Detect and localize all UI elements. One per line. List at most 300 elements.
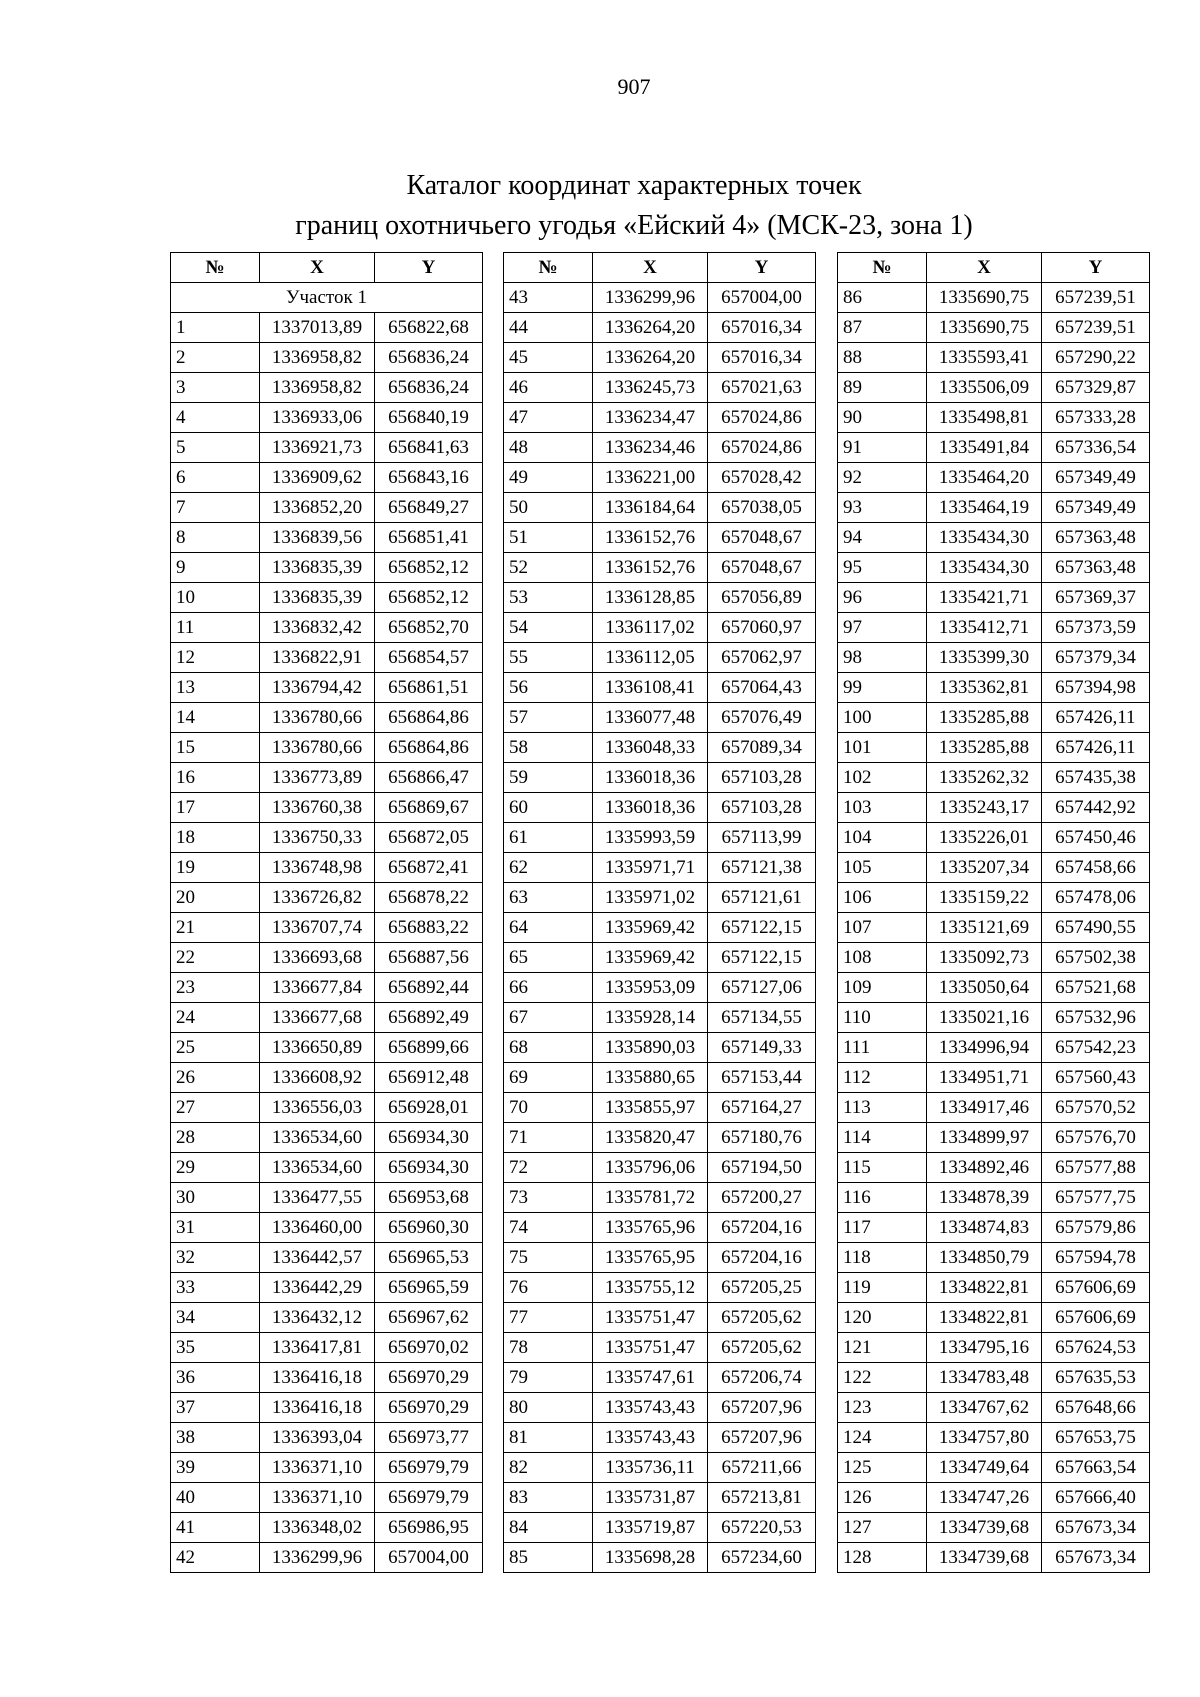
x-coordinate-cell: 1336416,18: [260, 1363, 375, 1393]
y-coordinate-cell: 657127,06: [708, 973, 816, 1003]
table-row: [838, 1003, 1150, 1033]
x-coordinate-cell: 1335743,43: [593, 1423, 708, 1453]
point-number-cell: 90: [838, 403, 927, 433]
y-coordinate-cell: 657594,78: [1042, 1243, 1150, 1273]
x-coordinate-cell: 1336852,20: [260, 493, 375, 523]
header-y: Y: [375, 253, 483, 283]
table-row: [504, 433, 816, 463]
point-number-cell: 109: [838, 973, 927, 1003]
x-coordinate-cell: 1336442,57: [260, 1243, 375, 1273]
x-coordinate-cell: 1335751,47: [593, 1333, 708, 1363]
coordinates-table-2: [503, 252, 816, 1573]
y-coordinate-cell: 657458,66: [1042, 853, 1150, 883]
y-coordinate-cell: 657004,00: [375, 1543, 483, 1573]
table-row: [838, 373, 1150, 403]
table-row: [504, 1513, 816, 1543]
table-row: [504, 733, 816, 763]
y-coordinate-cell: 657624,53: [1042, 1333, 1150, 1363]
point-number-cell: 68: [504, 1033, 593, 1063]
y-coordinate-cell: 657089,34: [708, 733, 816, 763]
x-coordinate-cell: 1335434,30: [927, 553, 1042, 583]
y-coordinate-cell: 657213,81: [708, 1483, 816, 1513]
y-coordinate-cell: 657577,75: [1042, 1183, 1150, 1213]
x-coordinate-cell: 1336184,64: [593, 493, 708, 523]
x-coordinate-cell: 1335226,01: [927, 823, 1042, 853]
y-coordinate-cell: 657576,70: [1042, 1123, 1150, 1153]
x-coordinate-cell: 1336780,66: [260, 703, 375, 733]
table-row: [171, 853, 483, 883]
y-coordinate-cell: 656851,41: [375, 523, 483, 553]
header-row: [838, 253, 1150, 283]
y-coordinate-cell: 657060,97: [708, 613, 816, 643]
y-coordinate-cell: 657648,66: [1042, 1393, 1150, 1423]
point-number-cell: 40: [171, 1483, 260, 1513]
table-row: [504, 763, 816, 793]
y-coordinate-cell: 656836,24: [375, 373, 483, 403]
point-number-cell: 83: [504, 1483, 593, 1513]
table-row: [504, 1543, 816, 1573]
y-coordinate-cell: 657211,66: [708, 1453, 816, 1483]
point-number-cell: 28: [171, 1123, 260, 1153]
y-coordinate-cell: 656970,02: [375, 1333, 483, 1363]
point-number-cell: 53: [504, 583, 593, 613]
x-coordinate-cell: 1336117,02: [593, 613, 708, 643]
table-row: [838, 703, 1150, 733]
table-row: [838, 643, 1150, 673]
y-coordinate-cell: 656843,16: [375, 463, 483, 493]
x-coordinate-cell: 1336442,29: [260, 1273, 375, 1303]
y-coordinate-cell: 657016,34: [708, 313, 816, 343]
point-number-cell: 55: [504, 643, 593, 673]
x-coordinate-cell: 1335399,30: [927, 643, 1042, 673]
point-number-cell: 96: [838, 583, 927, 613]
x-coordinate-cell: 1335092,73: [927, 943, 1042, 973]
x-coordinate-cell: 1334783,48: [927, 1363, 1042, 1393]
point-number-cell: 14: [171, 703, 260, 733]
y-coordinate-cell: 657394,98: [1042, 673, 1150, 703]
point-number-cell: 125: [838, 1453, 927, 1483]
x-coordinate-cell: 1336750,33: [260, 823, 375, 853]
point-number-cell: 37: [171, 1393, 260, 1423]
point-number-cell: 26: [171, 1063, 260, 1093]
x-coordinate-cell: 1335755,12: [593, 1273, 708, 1303]
table-row: [171, 433, 483, 463]
x-coordinate-cell: 1336780,66: [260, 733, 375, 763]
x-coordinate-cell: 1336417,81: [260, 1333, 375, 1363]
point-number-cell: 128: [838, 1543, 927, 1573]
table-row: [504, 403, 816, 433]
x-coordinate-cell: 1336299,96: [593, 283, 708, 313]
x-coordinate-cell: 1335971,02: [593, 883, 708, 913]
table-row: [838, 673, 1150, 703]
x-coordinate-cell: 1336460,00: [260, 1213, 375, 1243]
point-number-cell: 61: [504, 823, 593, 853]
x-coordinate-cell: 1336221,00: [593, 463, 708, 493]
point-number-cell: 116: [838, 1183, 927, 1213]
point-number-cell: 124: [838, 1423, 927, 1453]
table-row: [504, 523, 816, 553]
y-coordinate-cell: 657653,75: [1042, 1423, 1150, 1453]
y-coordinate-cell: 657369,37: [1042, 583, 1150, 613]
point-number-cell: 3: [171, 373, 260, 403]
y-coordinate-cell: 657606,69: [1042, 1303, 1150, 1333]
y-coordinate-cell: 657329,87: [1042, 373, 1150, 403]
table-row: [171, 1123, 483, 1153]
x-coordinate-cell: 1334892,46: [927, 1153, 1042, 1183]
y-coordinate-cell: 657349,49: [1042, 463, 1150, 493]
table-row: [838, 403, 1150, 433]
table-row: [171, 1003, 483, 1033]
title-line-1: Каталог координат характерных точек: [406, 170, 862, 201]
y-coordinate-cell: 656849,27: [375, 493, 483, 523]
y-coordinate-cell: 657004,00: [708, 283, 816, 313]
table-row: [838, 583, 1150, 613]
page-number: 907: [617, 74, 651, 99]
table-row: [171, 1333, 483, 1363]
table-row: [171, 583, 483, 613]
x-coordinate-cell: 1336477,55: [260, 1183, 375, 1213]
header-x: X: [593, 253, 708, 283]
point-number-cell: 123: [838, 1393, 927, 1423]
point-number-cell: 113: [838, 1093, 927, 1123]
y-coordinate-cell: 657577,88: [1042, 1153, 1150, 1183]
title-line-2: границ охотничьего угодья «Ейский 4» (МСК-23, зона 1): [295, 210, 973, 241]
x-coordinate-cell: 1336933,06: [260, 403, 375, 433]
y-coordinate-cell: 657204,16: [708, 1243, 816, 1273]
x-coordinate-cell: 1336018,36: [593, 793, 708, 823]
table-row: [838, 733, 1150, 763]
y-coordinate-cell: 656852,70: [375, 613, 483, 643]
y-coordinate-cell: 656965,53: [375, 1243, 483, 1273]
point-number-cell: 8: [171, 523, 260, 553]
point-number-cell: 6: [171, 463, 260, 493]
table-row: [171, 943, 483, 973]
point-number-cell: 58: [504, 733, 593, 763]
y-coordinate-cell: 657194,50: [708, 1153, 816, 1183]
x-coordinate-cell: 1336748,98: [260, 853, 375, 883]
x-coordinate-cell: 1335506,09: [927, 373, 1042, 403]
y-coordinate-cell: 656841,63: [375, 433, 483, 463]
point-number-cell: 35: [171, 1333, 260, 1363]
point-number-cell: 50: [504, 493, 593, 523]
x-coordinate-cell: 1336693,68: [260, 943, 375, 973]
point-number-cell: 105: [838, 853, 927, 883]
point-number-cell: 115: [838, 1153, 927, 1183]
table-row: [171, 1453, 483, 1483]
table-row: [504, 1363, 816, 1393]
x-coordinate-cell: 1336958,82: [260, 343, 375, 373]
y-coordinate-cell: 656970,29: [375, 1393, 483, 1423]
table-row: [838, 1483, 1150, 1513]
table-row: [171, 1213, 483, 1243]
y-coordinate-cell: 657205,62: [708, 1333, 816, 1363]
x-coordinate-cell: 1336794,42: [260, 673, 375, 703]
table-row: [504, 613, 816, 643]
table-row: [838, 883, 1150, 913]
point-number-cell: 49: [504, 463, 593, 493]
table-row: [171, 1513, 483, 1543]
x-coordinate-cell: 1336650,89: [260, 1033, 375, 1063]
point-number-cell: 5: [171, 433, 260, 463]
x-coordinate-cell: 1336348,02: [260, 1513, 375, 1543]
x-coordinate-cell: 1336234,46: [593, 433, 708, 463]
point-number-cell: 22: [171, 943, 260, 973]
point-number-cell: 54: [504, 613, 593, 643]
point-number-cell: 70: [504, 1093, 593, 1123]
point-number-cell: 51: [504, 523, 593, 553]
x-coordinate-cell: 1335969,42: [593, 943, 708, 973]
point-number-cell: 48: [504, 433, 593, 463]
x-coordinate-cell: 1335953,09: [593, 973, 708, 1003]
point-number-cell: 63: [504, 883, 593, 913]
x-coordinate-cell: 1335751,47: [593, 1303, 708, 1333]
point-number-cell: 1: [171, 313, 260, 343]
x-coordinate-cell: 1335464,20: [927, 463, 1042, 493]
x-coordinate-cell: 1336534,60: [260, 1153, 375, 1183]
x-coordinate-cell: 1334917,46: [927, 1093, 1042, 1123]
y-coordinate-cell: 657122,15: [708, 913, 816, 943]
point-number-cell: 82: [504, 1453, 593, 1483]
y-coordinate-cell: 656864,86: [375, 733, 483, 763]
document-title: [0, 166, 1200, 246]
table-row: [171, 823, 483, 853]
x-coordinate-cell: 1335262,32: [927, 763, 1042, 793]
y-coordinate-cell: 657164,27: [708, 1093, 816, 1123]
x-coordinate-cell: 1336264,20: [593, 313, 708, 343]
x-coordinate-cell: 1336234,47: [593, 403, 708, 433]
x-coordinate-cell: 1335050,64: [927, 973, 1042, 1003]
x-coordinate-cell: 1335820,47: [593, 1123, 708, 1153]
table-row: [171, 403, 483, 433]
y-coordinate-cell: 657220,53: [708, 1513, 816, 1543]
table-row: [171, 1363, 483, 1393]
x-coordinate-cell: 1336958,82: [260, 373, 375, 403]
point-number-cell: 41: [171, 1513, 260, 1543]
x-coordinate-cell: 1335796,06: [593, 1153, 708, 1183]
y-coordinate-cell: 657207,96: [708, 1393, 816, 1423]
point-number-cell: 13: [171, 673, 260, 703]
table-row: [504, 1153, 816, 1183]
section-row: [171, 283, 483, 313]
point-number-cell: 127: [838, 1513, 927, 1543]
y-coordinate-cell: 656912,48: [375, 1063, 483, 1093]
point-number-cell: 114: [838, 1123, 927, 1153]
point-number-cell: 10: [171, 583, 260, 613]
y-coordinate-cell: 656883,22: [375, 913, 483, 943]
point-number-cell: 42: [171, 1543, 260, 1573]
y-coordinate-cell: 657363,48: [1042, 553, 1150, 583]
y-coordinate-cell: 657056,89: [708, 583, 816, 613]
table-row: [838, 1423, 1150, 1453]
y-coordinate-cell: 657373,59: [1042, 613, 1150, 643]
y-coordinate-cell: 657450,46: [1042, 823, 1150, 853]
point-number-cell: 24: [171, 1003, 260, 1033]
point-number-cell: 101: [838, 733, 927, 763]
table-row: [504, 973, 816, 1003]
y-coordinate-cell: 656967,62: [375, 1303, 483, 1333]
point-number-cell: 27: [171, 1093, 260, 1123]
point-number-cell: 104: [838, 823, 927, 853]
section-label: Участок 1: [171, 283, 483, 313]
point-number-cell: 33: [171, 1273, 260, 1303]
y-coordinate-cell: 657521,68: [1042, 973, 1150, 1003]
table-row: [504, 1243, 816, 1273]
y-coordinate-cell: 657673,34: [1042, 1543, 1150, 1573]
point-number-cell: 108: [838, 943, 927, 973]
table-row: [171, 1423, 483, 1453]
table-row: [838, 1393, 1150, 1423]
point-number-cell: 79: [504, 1363, 593, 1393]
x-coordinate-cell: 1336018,36: [593, 763, 708, 793]
y-coordinate-cell: 657234,60: [708, 1543, 816, 1573]
point-number-cell: 93: [838, 493, 927, 523]
coordinates-table-3: [837, 252, 1150, 1573]
point-number-cell: 62: [504, 853, 593, 883]
point-number-cell: 118: [838, 1243, 927, 1273]
point-number-cell: 15: [171, 733, 260, 763]
y-coordinate-cell: 656953,68: [375, 1183, 483, 1213]
x-coordinate-cell: 1336128,85: [593, 583, 708, 613]
y-coordinate-cell: 656840,19: [375, 403, 483, 433]
point-number-cell: 98: [838, 643, 927, 673]
x-coordinate-cell: 1336432,12: [260, 1303, 375, 1333]
y-coordinate-cell: 656822,68: [375, 313, 483, 343]
point-number-cell: 120: [838, 1303, 927, 1333]
x-coordinate-cell: 1334850,79: [927, 1243, 1042, 1273]
table-row: [171, 1393, 483, 1423]
x-coordinate-cell: 1334795,16: [927, 1333, 1042, 1363]
point-number-cell: 81: [504, 1423, 593, 1453]
table-row: [171, 1063, 483, 1093]
x-coordinate-cell: 1335434,30: [927, 523, 1042, 553]
table-row: [504, 1213, 816, 1243]
point-number-cell: 117: [838, 1213, 927, 1243]
y-coordinate-cell: 657021,63: [708, 373, 816, 403]
y-coordinate-cell: 657290,22: [1042, 343, 1150, 373]
y-coordinate-cell: 657333,28: [1042, 403, 1150, 433]
x-coordinate-cell: 1336048,33: [593, 733, 708, 763]
y-coordinate-cell: 657048,67: [708, 523, 816, 553]
x-coordinate-cell: 1334739,68: [927, 1513, 1042, 1543]
x-coordinate-cell: 1335765,96: [593, 1213, 708, 1243]
table-row: [838, 1363, 1150, 1393]
header-row: [171, 253, 483, 283]
y-coordinate-cell: 657024,86: [708, 433, 816, 463]
table-row: [504, 1183, 816, 1213]
point-number-cell: 112: [838, 1063, 927, 1093]
y-coordinate-cell: 656979,79: [375, 1483, 483, 1513]
point-number-cell: 75: [504, 1243, 593, 1273]
point-number-cell: 34: [171, 1303, 260, 1333]
y-coordinate-cell: 656892,49: [375, 1003, 483, 1033]
y-coordinate-cell: 657502,38: [1042, 943, 1150, 973]
table-row: [838, 313, 1150, 343]
table-row: [171, 673, 483, 703]
table-row: [504, 943, 816, 973]
y-coordinate-cell: 657349,49: [1042, 493, 1150, 523]
table-row: [171, 1303, 483, 1333]
y-coordinate-cell: 657180,76: [708, 1123, 816, 1153]
x-coordinate-cell: 1335698,28: [593, 1543, 708, 1573]
x-coordinate-cell: 1334822,81: [927, 1273, 1042, 1303]
x-coordinate-cell: 1336393,04: [260, 1423, 375, 1453]
point-number-cell: 46: [504, 373, 593, 403]
x-coordinate-cell: 1334747,26: [927, 1483, 1042, 1513]
y-coordinate-cell: 657239,51: [1042, 283, 1150, 313]
x-coordinate-cell: 1336534,60: [260, 1123, 375, 1153]
table-row: [838, 493, 1150, 523]
y-coordinate-cell: 657478,06: [1042, 883, 1150, 913]
y-coordinate-cell: 656986,95: [375, 1513, 483, 1543]
y-coordinate-cell: 656970,29: [375, 1363, 483, 1393]
y-coordinate-cell: 656965,59: [375, 1273, 483, 1303]
point-number-cell: 76: [504, 1273, 593, 1303]
x-coordinate-cell: 1336832,42: [260, 613, 375, 643]
table-row: [838, 1123, 1150, 1153]
table-row: [504, 703, 816, 733]
y-coordinate-cell: 656960,30: [375, 1213, 483, 1243]
y-coordinate-cell: 657560,43: [1042, 1063, 1150, 1093]
y-coordinate-cell: 656836,24: [375, 343, 483, 373]
x-coordinate-cell: 1336773,89: [260, 763, 375, 793]
x-coordinate-cell: 1335021,16: [927, 1003, 1042, 1033]
table-row: [504, 343, 816, 373]
y-coordinate-cell: 657666,40: [1042, 1483, 1150, 1513]
table-row: [504, 1393, 816, 1423]
y-coordinate-cell: 656872,41: [375, 853, 483, 883]
x-coordinate-cell: 1334899,97: [927, 1123, 1042, 1153]
x-coordinate-cell: 1335781,72: [593, 1183, 708, 1213]
table-row: [838, 913, 1150, 943]
point-number-cell: 36: [171, 1363, 260, 1393]
table-row: [504, 853, 816, 883]
table-row: [504, 1123, 816, 1153]
y-coordinate-cell: 657635,53: [1042, 1363, 1150, 1393]
x-coordinate-cell: 1334878,39: [927, 1183, 1042, 1213]
table-row: [171, 643, 483, 673]
table-row: [504, 1483, 816, 1513]
table-row: [838, 433, 1150, 463]
x-coordinate-cell: 1336371,10: [260, 1453, 375, 1483]
y-coordinate-cell: 657204,16: [708, 1213, 816, 1243]
x-coordinate-cell: 1335412,71: [927, 613, 1042, 643]
point-number-cell: 20: [171, 883, 260, 913]
point-number-cell: 71: [504, 1123, 593, 1153]
x-coordinate-cell: 1335121,69: [927, 913, 1042, 943]
y-coordinate-cell: 657363,48: [1042, 523, 1150, 553]
y-coordinate-cell: 656866,47: [375, 763, 483, 793]
y-coordinate-cell: 657336,54: [1042, 433, 1150, 463]
y-coordinate-cell: 656852,12: [375, 553, 483, 583]
x-coordinate-cell: 1336416,18: [260, 1393, 375, 1423]
point-number-cell: 57: [504, 703, 593, 733]
point-number-cell: 29: [171, 1153, 260, 1183]
point-number-cell: 31: [171, 1213, 260, 1243]
x-coordinate-cell: 1335690,75: [927, 313, 1042, 343]
x-coordinate-cell: 1336839,56: [260, 523, 375, 553]
y-coordinate-cell: 657016,34: [708, 343, 816, 373]
y-coordinate-cell: 657113,99: [708, 823, 816, 853]
table-row: [504, 313, 816, 343]
table-row: [838, 823, 1150, 853]
x-coordinate-cell: 1335971,71: [593, 853, 708, 883]
point-number-cell: 74: [504, 1213, 593, 1243]
point-number-cell: 102: [838, 763, 927, 793]
x-coordinate-cell: 1336112,05: [593, 643, 708, 673]
point-number-cell: 32: [171, 1243, 260, 1273]
x-coordinate-cell: 1336299,96: [260, 1543, 375, 1573]
x-coordinate-cell: 1336835,39: [260, 553, 375, 583]
